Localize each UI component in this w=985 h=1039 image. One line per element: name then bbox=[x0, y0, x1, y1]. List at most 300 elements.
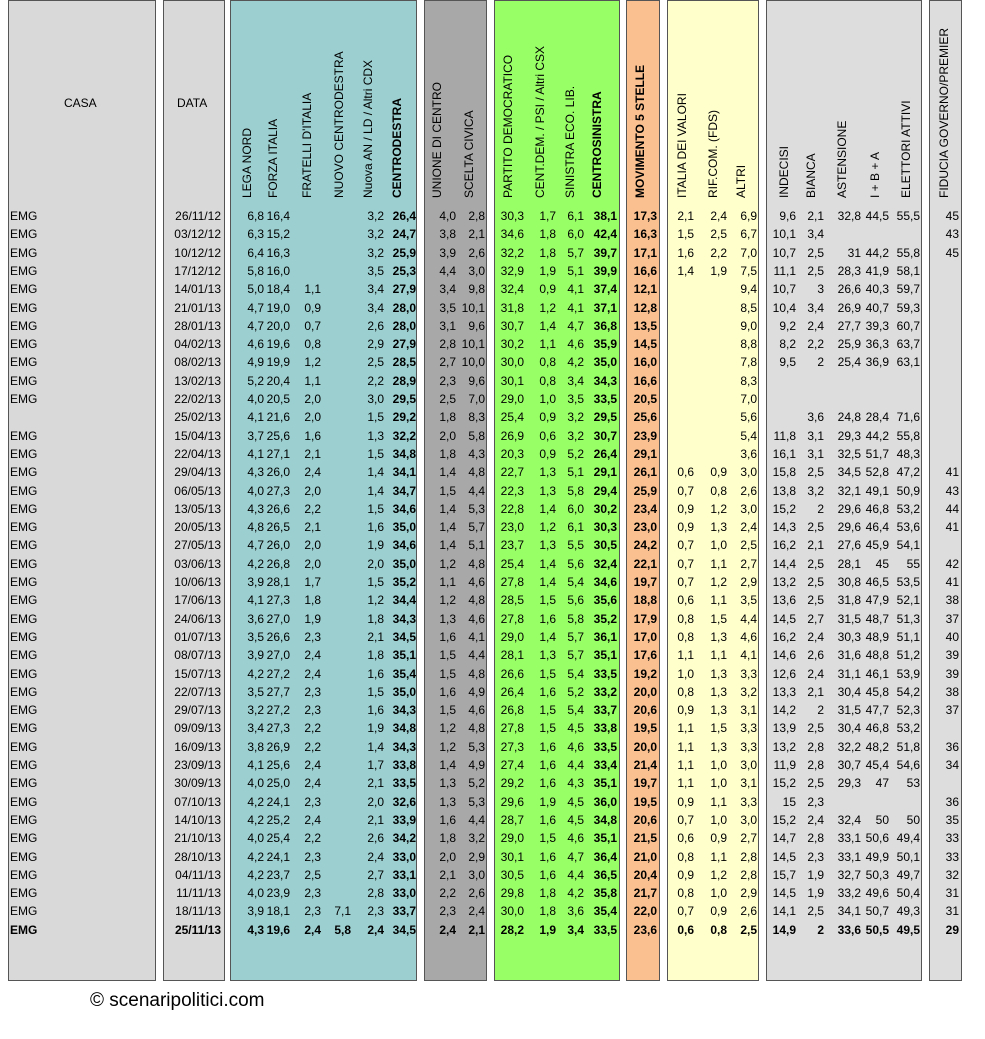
value-cell: 5,3 bbox=[468, 794, 485, 809]
value-cell: 2,8 bbox=[367, 886, 384, 901]
value-cell: 4,2 bbox=[247, 666, 264, 681]
value-cell: 11,8 bbox=[773, 428, 796, 443]
value-cell: 4,0 bbox=[247, 776, 264, 791]
value-cell: 2,4 bbox=[807, 318, 824, 333]
value-cell: 26,5 bbox=[266, 520, 290, 535]
value-cell: 4,9 bbox=[247, 355, 264, 370]
value-cell: 50,1 bbox=[896, 849, 920, 864]
value-cell: 19,0 bbox=[266, 300, 290, 315]
value-cell: 51,1 bbox=[896, 629, 920, 644]
header-unione-di-centro: UNIONE DI CENTRO bbox=[430, 81, 444, 198]
value-cell: 34,4 bbox=[392, 593, 416, 608]
value-cell: 43 bbox=[945, 227, 959, 242]
value-cell: 4,0 bbox=[247, 483, 264, 498]
value-cell: 2,8 bbox=[439, 337, 456, 352]
value-cell: 21,0 bbox=[633, 849, 657, 864]
value-cell: 3,1 bbox=[807, 428, 824, 443]
casa-cell: EMG bbox=[10, 209, 38, 223]
value-cell: 9,6 bbox=[468, 318, 485, 333]
value-cell: 3,8 bbox=[439, 227, 456, 242]
value-cell: 51,8 bbox=[896, 739, 920, 754]
value-cell: 0,9 bbox=[539, 410, 556, 425]
value-cell: 28,1 bbox=[266, 575, 290, 589]
value-cell: 2,5 bbox=[367, 355, 384, 370]
value-cell: 4,2 bbox=[247, 812, 264, 827]
value-cell: 1,1 bbox=[677, 758, 694, 772]
value-cell: 14,5 bbox=[633, 337, 657, 352]
casa-cell: EMG bbox=[10, 758, 38, 772]
date-cell: 11/11/13 bbox=[176, 886, 221, 901]
value-cell: 2,6 bbox=[367, 831, 384, 846]
value-cell: 33,2 bbox=[837, 886, 861, 901]
value-cell: 16,6 bbox=[633, 263, 657, 278]
value-cell: 10,1 bbox=[772, 227, 796, 242]
value-cell: 1,4 bbox=[677, 263, 694, 278]
value-cell: 2,1 bbox=[367, 776, 384, 791]
value-cell: 14,5 bbox=[772, 611, 796, 626]
value-cell: 2,5 bbox=[807, 904, 824, 919]
value-cell: 0,8 bbox=[539, 373, 556, 388]
value-cell: 31,5 bbox=[837, 611, 861, 626]
value-cell: 1,1 bbox=[710, 593, 727, 608]
value-cell: 2,3 bbox=[807, 794, 824, 809]
value-cell: 21,6 bbox=[266, 410, 290, 425]
value-cell: 0,6 bbox=[677, 922, 694, 937]
value-cell: 4,1 bbox=[567, 300, 584, 315]
value-cell: 2,5 bbox=[807, 575, 824, 589]
value-cell: 1,8 bbox=[539, 886, 556, 901]
value-cell: 45 bbox=[945, 245, 959, 260]
value-cell: 1,1 bbox=[439, 575, 456, 589]
value-cell: 1,9 bbox=[807, 867, 824, 882]
date-cell: 29/04/13 bbox=[174, 465, 221, 480]
value-cell: 3,2 bbox=[740, 684, 757, 699]
casa-cell: EMG bbox=[10, 300, 38, 315]
value-cell: 33,5 bbox=[593, 739, 617, 754]
value-cell: 25,4 bbox=[837, 355, 861, 370]
value-cell: 24,7 bbox=[392, 227, 416, 242]
date-cell: 18/11/13 bbox=[175, 904, 221, 919]
casa-cell: EMG bbox=[10, 922, 38, 937]
value-cell: 23,7 bbox=[266, 867, 290, 882]
value-cell: 46,1 bbox=[865, 666, 889, 681]
value-cell: 11,1 bbox=[773, 263, 796, 278]
value-cell: 2,8 bbox=[807, 831, 824, 846]
value-cell: 42 bbox=[945, 556, 959, 571]
casa-cell: EMG bbox=[10, 465, 38, 480]
value-cell: 44 bbox=[945, 501, 959, 516]
value-cell: 34,3 bbox=[593, 373, 617, 388]
value-cell: 3,3 bbox=[740, 794, 757, 809]
value-cell: 32,4 bbox=[837, 812, 861, 827]
value-cell: 3,2 bbox=[468, 831, 485, 846]
date-cell: 28/10/13 bbox=[174, 849, 221, 864]
value-cell: 2,1 bbox=[807, 684, 824, 699]
value-cell: 16,0 bbox=[266, 263, 290, 278]
value-cell: 4,8 bbox=[468, 666, 485, 681]
value-cell: 48,9 bbox=[865, 629, 889, 644]
value-cell: 4,3 bbox=[468, 446, 485, 461]
value-cell: 5,6 bbox=[740, 410, 757, 425]
casa-cell: EMG bbox=[10, 355, 38, 370]
header-bianca: BIANCA bbox=[804, 153, 818, 198]
value-cell: 35,2 bbox=[593, 611, 617, 626]
value-cell: 1,8 bbox=[539, 245, 556, 260]
value-cell: 15,7 bbox=[772, 867, 796, 882]
value-cell: 4,6 bbox=[740, 629, 757, 644]
value-cell: 46,4 bbox=[865, 520, 889, 535]
value-cell: 0,9 bbox=[304, 300, 321, 315]
value-cell: 1,0 bbox=[710, 776, 727, 791]
value-cell: 19,5 bbox=[633, 721, 657, 736]
value-cell: 1,2 bbox=[539, 300, 556, 315]
header-centrodestra: CENTRODESTRA bbox=[390, 97, 404, 198]
value-cell: 1,6 bbox=[539, 776, 556, 791]
value-cell: 45 bbox=[875, 556, 889, 571]
value-cell: 3,2 bbox=[807, 483, 824, 498]
value-cell: 14,2 bbox=[772, 703, 796, 718]
value-cell: 39,9 bbox=[593, 263, 617, 278]
value-cell: 34,5 bbox=[392, 922, 416, 937]
value-cell: 33 bbox=[945, 831, 959, 846]
value-cell: 4,6 bbox=[567, 739, 584, 754]
value-cell: 2,4 bbox=[304, 776, 321, 791]
value-cell: 12,8 bbox=[633, 300, 657, 315]
value-cell: 3,1 bbox=[439, 318, 456, 333]
casa-cell: EMG bbox=[10, 831, 38, 846]
value-cell: 3,4 bbox=[567, 922, 584, 937]
value-cell: 36,5 bbox=[593, 867, 617, 882]
value-cell: 3,9 bbox=[439, 245, 456, 260]
value-cell: 1,3 bbox=[439, 611, 456, 626]
value-cell: 13,2 bbox=[772, 739, 796, 754]
value-cell: 7,0 bbox=[740, 245, 757, 260]
value-cell: 4,5 bbox=[567, 812, 584, 827]
value-cell: 1,4 bbox=[539, 629, 556, 644]
value-cell: 60,7 bbox=[896, 318, 920, 333]
value-cell: 36 bbox=[945, 739, 959, 754]
value-cell: 2,0 bbox=[439, 849, 456, 864]
value-cell: 32,5 bbox=[837, 446, 861, 461]
value-cell: 21,7 bbox=[633, 886, 657, 901]
value-cell: 33,1 bbox=[837, 849, 861, 864]
value-cell: 0,8 bbox=[677, 629, 694, 644]
value-cell: 54,1 bbox=[896, 538, 920, 553]
casa-cell: EMG bbox=[10, 245, 38, 260]
value-cell: 33,5 bbox=[593, 666, 617, 681]
value-cell: 28,9 bbox=[392, 373, 416, 388]
value-cell: 1,3 bbox=[367, 428, 384, 443]
value-cell: 1,4 bbox=[367, 483, 384, 498]
value-cell: 34,3 bbox=[392, 611, 416, 626]
value-cell: 21,4 bbox=[633, 758, 657, 772]
header-fiducia-governo-premier: FIDUCIA GOVERNO/PREMIER bbox=[937, 27, 951, 198]
header-italia-dei-valori: ITALIA DEI VALORI bbox=[675, 93, 689, 198]
value-cell: 71,6 bbox=[896, 410, 920, 425]
value-cell: 3,3 bbox=[740, 739, 757, 754]
value-cell: 32,1 bbox=[837, 483, 861, 498]
value-cell: 2,2 bbox=[807, 337, 824, 352]
value-cell: 1,5 bbox=[439, 703, 456, 718]
value-cell: 1,1 bbox=[677, 648, 694, 663]
value-cell: 27,7 bbox=[266, 684, 290, 699]
value-cell: 0,8 bbox=[677, 684, 694, 699]
value-cell: 25,6 bbox=[633, 410, 657, 425]
value-cell: 2,8 bbox=[740, 867, 757, 882]
value-cell: 36,4 bbox=[593, 849, 617, 864]
value-cell: 27,3 bbox=[500, 739, 524, 754]
value-cell: 3,0 bbox=[468, 263, 485, 278]
value-cell: 0,8 bbox=[677, 886, 694, 901]
casa-cell: EMG bbox=[10, 282, 38, 297]
value-cell: 2,3 bbox=[304, 703, 321, 718]
value-cell: 27,8 bbox=[500, 575, 524, 589]
value-cell: 1,2 bbox=[710, 501, 727, 516]
value-cell: 32,8 bbox=[837, 209, 861, 223]
value-cell: 51,7 bbox=[865, 446, 889, 461]
value-cell: 2,1 bbox=[807, 538, 824, 553]
value-cell: 4,6 bbox=[468, 611, 485, 626]
value-cell: 4,4 bbox=[439, 263, 456, 278]
value-cell: 27,4 bbox=[500, 758, 524, 772]
value-cell: 4,3 bbox=[247, 501, 264, 516]
value-cell: 2,9 bbox=[367, 337, 384, 352]
value-cell: 2,0 bbox=[439, 428, 456, 443]
value-cell: 29,0 bbox=[500, 831, 524, 846]
value-cell: 34,6 bbox=[593, 575, 617, 589]
value-cell: 4,1 bbox=[740, 648, 757, 663]
casa-cell: EMG bbox=[10, 392, 38, 406]
value-cell: 31,5 bbox=[837, 703, 861, 718]
value-cell: 49,9 bbox=[865, 849, 889, 864]
value-cell: 5,8 bbox=[567, 611, 584, 626]
value-cell: 1,3 bbox=[539, 465, 556, 480]
value-cell: 30,0 bbox=[500, 904, 524, 919]
header-sinistra-eco-lib: SINISTRA ECO. LIB. bbox=[563, 85, 577, 198]
value-cell: 30,2 bbox=[500, 337, 524, 352]
date-cell: 04/11/13 bbox=[175, 867, 221, 882]
value-cell: 29,6 bbox=[837, 520, 861, 535]
value-cell: 50 bbox=[875, 812, 889, 827]
value-cell: 0,7 bbox=[677, 556, 694, 571]
value-cell: 10,7 bbox=[772, 245, 796, 260]
value-cell: 2,0 bbox=[304, 410, 321, 425]
value-cell: 2,9 bbox=[740, 575, 757, 589]
value-cell: 18,8 bbox=[633, 593, 657, 608]
value-cell: 4,9 bbox=[468, 684, 485, 699]
value-cell: 1,1 bbox=[677, 721, 694, 736]
value-cell: 2,3 bbox=[807, 849, 824, 864]
value-cell: 8,3 bbox=[468, 410, 485, 425]
value-cell: 1,1 bbox=[710, 556, 727, 571]
value-cell: 5,0 bbox=[247, 282, 264, 297]
value-cell: 1,4 bbox=[439, 465, 456, 480]
value-cell: 35,1 bbox=[593, 648, 617, 663]
value-cell: 1,4 bbox=[539, 556, 556, 571]
value-cell: 9,5 bbox=[779, 355, 796, 370]
value-cell: 30,3 bbox=[837, 629, 861, 644]
value-cell: 14,4 bbox=[772, 556, 796, 571]
value-cell: 1,8 bbox=[439, 410, 456, 425]
value-cell: 46,8 bbox=[865, 501, 889, 516]
value-cell: 29,2 bbox=[392, 410, 416, 425]
value-cell: 4,2 bbox=[247, 849, 264, 864]
value-cell: 4,0 bbox=[247, 886, 264, 901]
value-cell: 1,5 bbox=[539, 831, 556, 846]
value-cell: 5,3 bbox=[468, 501, 485, 516]
casa-cell: EMG bbox=[10, 867, 38, 882]
value-cell: 15 bbox=[782, 794, 796, 809]
value-cell: 1,9 bbox=[710, 263, 727, 278]
value-cell: 3,9 bbox=[247, 648, 264, 663]
value-cell: 27,2 bbox=[266, 666, 290, 681]
value-cell: 3 bbox=[817, 282, 824, 297]
value-cell: 7,0 bbox=[740, 392, 757, 406]
value-cell: 28,0 bbox=[392, 300, 416, 315]
value-cell: 2,4 bbox=[740, 520, 757, 535]
value-cell: 40,3 bbox=[865, 282, 889, 297]
value-cell: 25,4 bbox=[500, 410, 524, 425]
value-cell: 3,2 bbox=[367, 209, 384, 223]
value-cell: 3,4 bbox=[567, 373, 584, 388]
casa-cell: EMG bbox=[10, 629, 38, 644]
value-cell: 1,5 bbox=[539, 666, 556, 681]
value-cell: 31,1 bbox=[837, 666, 861, 681]
value-cell: 1,6 bbox=[539, 611, 556, 626]
value-cell: 1,1 bbox=[710, 794, 727, 809]
casa-cell: EMG bbox=[10, 648, 38, 663]
value-cell: 30,0 bbox=[500, 355, 524, 370]
value-cell: 23,0 bbox=[633, 520, 657, 535]
value-cell: 1,1 bbox=[710, 849, 727, 864]
value-cell: 1,5 bbox=[367, 575, 384, 589]
value-cell: 46,5 bbox=[865, 575, 889, 589]
value-cell: 1,0 bbox=[677, 666, 694, 681]
value-cell: 2,4 bbox=[807, 629, 824, 644]
value-cell: 4,0 bbox=[247, 831, 264, 846]
value-cell: 3,0 bbox=[468, 867, 485, 882]
value-cell: 5,4 bbox=[567, 575, 584, 589]
date-cell: 16/09/13 bbox=[174, 739, 221, 754]
value-cell: 44,2 bbox=[865, 245, 889, 260]
value-cell: 2,7 bbox=[807, 611, 824, 626]
value-cell: 2,6 bbox=[468, 886, 485, 901]
value-cell: 19,6 bbox=[266, 337, 290, 352]
value-cell: 26,9 bbox=[266, 739, 290, 754]
value-cell: 48,8 bbox=[865, 648, 889, 663]
value-cell: 5,8 bbox=[468, 428, 485, 443]
value-cell: 33,7 bbox=[593, 703, 617, 718]
value-cell: 5,4 bbox=[740, 428, 757, 443]
value-cell: 1,2 bbox=[304, 355, 321, 370]
value-cell: 32,2 bbox=[500, 245, 524, 260]
value-cell: 4,1 bbox=[247, 593, 264, 608]
value-cell: 3,7 bbox=[247, 428, 264, 443]
value-cell: 1,6 bbox=[539, 684, 556, 699]
value-cell: 30,4 bbox=[837, 721, 861, 736]
value-cell: 3,2 bbox=[367, 245, 384, 260]
value-cell: 27,9 bbox=[392, 282, 416, 297]
value-cell: 50,3 bbox=[865, 867, 889, 882]
value-cell: 1,5 bbox=[367, 446, 384, 461]
value-cell: 20,5 bbox=[266, 392, 290, 406]
value-cell: 10,0 bbox=[461, 355, 485, 370]
value-cell: 26,0 bbox=[266, 465, 290, 480]
value-cell: 8,2 bbox=[779, 337, 796, 352]
value-cell: 53,6 bbox=[896, 520, 920, 535]
value-cell: 3,8 bbox=[247, 739, 264, 754]
value-cell: 14,9 bbox=[772, 922, 796, 937]
value-cell: 9,6 bbox=[468, 373, 485, 388]
value-cell: 18,1 bbox=[266, 904, 290, 919]
header-astensione: ASTENSIONE bbox=[835, 120, 849, 198]
value-cell: 35,0 bbox=[392, 520, 416, 535]
value-cell: 42,4 bbox=[593, 227, 617, 242]
date-cell: 06/05/13 bbox=[174, 483, 221, 498]
value-cell: 49,6 bbox=[865, 886, 889, 901]
value-cell: 2,4 bbox=[439, 922, 456, 937]
casa-cell: EMG bbox=[10, 849, 38, 864]
value-cell: 32,6 bbox=[392, 794, 416, 809]
value-cell: 26,9 bbox=[837, 300, 861, 315]
value-cell: 2,5 bbox=[807, 556, 824, 571]
value-cell: 34,6 bbox=[392, 501, 416, 516]
value-cell: 24,8 bbox=[837, 410, 861, 425]
value-cell: 6,1 bbox=[567, 520, 584, 535]
value-cell: 35,4 bbox=[593, 904, 617, 919]
value-cell: 12,1 bbox=[633, 282, 657, 297]
value-cell: 17,0 bbox=[633, 629, 657, 644]
value-cell: 2,5 bbox=[807, 245, 824, 260]
value-cell: 1,6 bbox=[304, 428, 321, 443]
value-cell: 28,1 bbox=[837, 556, 861, 571]
value-cell: 3,9 bbox=[247, 575, 264, 589]
value-cell: 27,1 bbox=[266, 446, 290, 461]
value-cell: 19,5 bbox=[633, 794, 657, 809]
casa-cell: EMG bbox=[10, 520, 38, 535]
value-cell: 1,6 bbox=[539, 758, 556, 772]
value-cell: 0,8 bbox=[710, 922, 727, 937]
value-cell: 31,8 bbox=[837, 593, 861, 608]
value-cell: 2,3 bbox=[304, 629, 321, 644]
value-cell: 3,4 bbox=[367, 282, 384, 297]
value-cell: 2,2 bbox=[304, 831, 321, 846]
value-cell: 30,3 bbox=[500, 209, 524, 223]
casa-cell: EMG bbox=[10, 666, 38, 681]
value-cell: 1,9 bbox=[539, 794, 556, 809]
date-cell: 22/02/13 bbox=[174, 392, 221, 406]
value-cell: 2,4 bbox=[710, 209, 727, 223]
value-cell: 32 bbox=[945, 867, 959, 882]
value-cell: 1,5 bbox=[710, 721, 727, 736]
value-cell: 1,0 bbox=[710, 886, 727, 901]
value-cell: 27,0 bbox=[266, 611, 290, 626]
value-cell: 0,6 bbox=[539, 428, 556, 443]
value-cell: 9,8 bbox=[468, 282, 485, 297]
header-rif-com-fds: RIF.COM. (FDS) bbox=[706, 110, 720, 198]
value-cell: 2,5 bbox=[807, 776, 824, 791]
value-cell: 2,1 bbox=[807, 209, 824, 223]
value-cell: 52,1 bbox=[896, 593, 920, 608]
value-cell: 1,5 bbox=[539, 593, 556, 608]
header-nuova-an-ld-altri-cdx: Nuova AN / LD / Altri CDX bbox=[361, 59, 375, 198]
value-cell: 4,6 bbox=[247, 337, 264, 352]
value-cell: 1,2 bbox=[539, 520, 556, 535]
header-scelta-civica: SCELTA CIVICA bbox=[462, 110, 476, 198]
value-cell: 50,9 bbox=[896, 483, 920, 498]
value-cell: 16,1 bbox=[772, 446, 796, 461]
value-cell: 15,2 bbox=[772, 501, 796, 516]
